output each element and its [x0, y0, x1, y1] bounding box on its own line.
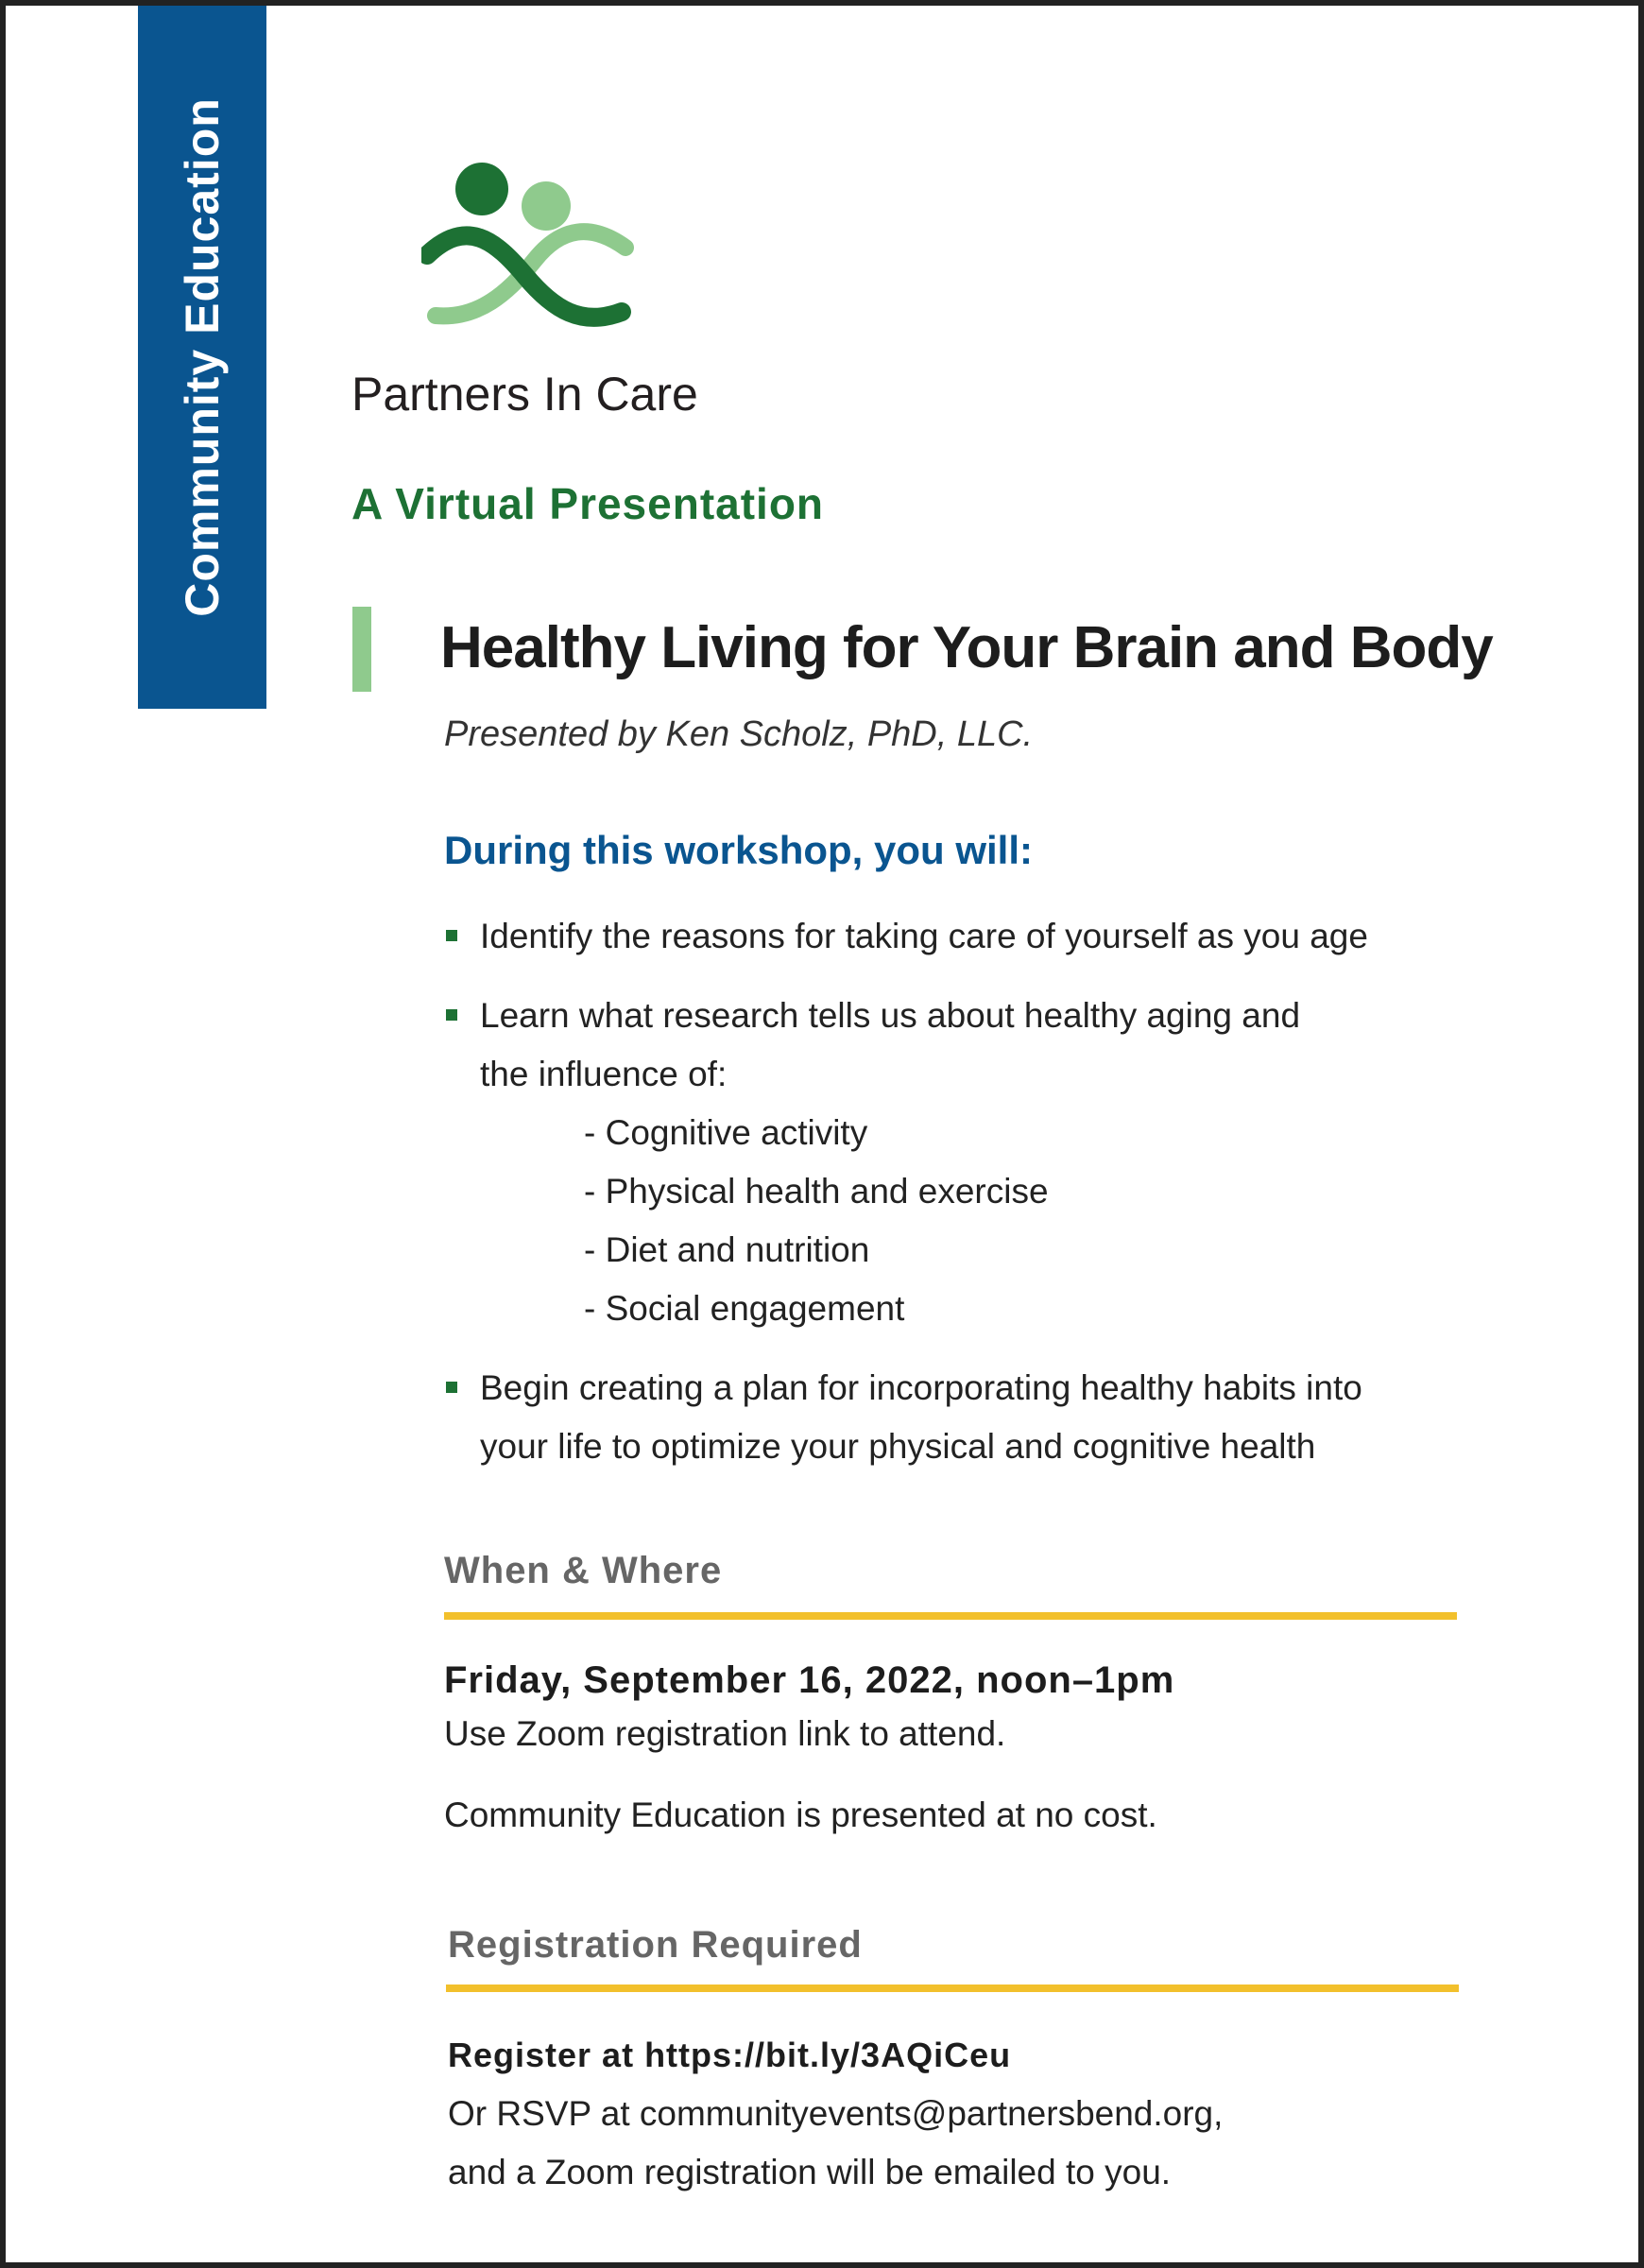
rsvp-note: and a Zoom registration will be emailed to you. [448, 2153, 1172, 2191]
sub-item: - Social engagement [584, 1289, 905, 1328]
bullet-icon [446, 930, 457, 941]
presentation-type: A Virtual Presentation [351, 479, 825, 528]
list-item [444, 907, 1493, 966]
page-title: Healthy Living for Your Brain and Body [440, 615, 1493, 680]
partners-in-care-logo [421, 161, 648, 350]
logo-figure-left-head [455, 163, 508, 215]
presenter-line: Presented by Ken Scholz, PhD, LLC. [444, 714, 1034, 754]
workshop-list [444, 907, 1493, 1476]
event-date: Friday, September 16, 2022, noon–1pm [444, 1659, 1175, 1701]
sub-item: - Diet and nutrition [584, 1230, 870, 1269]
list-item [444, 1359, 1493, 1476]
cost-note: Community Education is presented at no cost. [444, 1796, 1157, 1834]
list-item-text: the influence of: [480, 1055, 728, 1093]
list-item [444, 987, 1493, 1338]
attendance-note: Use Zoom registration link to attend. [444, 1714, 1006, 1753]
bullet-icon [446, 1382, 457, 1393]
sub-item: - Physical health and exercise [584, 1172, 1049, 1211]
when-where-heading: When & Where [444, 1550, 723, 1591]
logo-figure-left-body [427, 235, 622, 318]
section-divider [444, 1612, 1457, 1620]
rsvp-email[interactable]: Or RSVP at communityevents@partnersbend.org, [448, 2094, 1224, 2133]
logo-figure-right-head [522, 181, 571, 231]
list-item-text: Identify the reasons for taking care of yourself as you age [480, 917, 1368, 955]
register-link[interactable]: Register at https://bit.ly/3AQiCeu [448, 2036, 1012, 2074]
list-item-text: Begin creating a plan for incorporating healthy habits into [480, 1368, 1362, 1407]
sidebar-label: Community Education [176, 97, 229, 617]
sub-item: - Cognitive activity [584, 1113, 868, 1152]
title-accent-bar [352, 607, 371, 692]
sidebar-band [138, 6, 266, 709]
list-item-text: your life to optimize your physical and cognitive health [480, 1427, 1316, 1466]
registration-heading: Registration Required [448, 1924, 863, 1966]
brand-name: Partners In Care [351, 368, 698, 421]
list-item-text: Learn what research tells us about healthy aging and [480, 996, 1301, 1035]
workshop-heading: During this workshop, you will: [444, 828, 1034, 872]
bullet-icon [446, 1009, 457, 1021]
section-divider [446, 1984, 1459, 1992]
